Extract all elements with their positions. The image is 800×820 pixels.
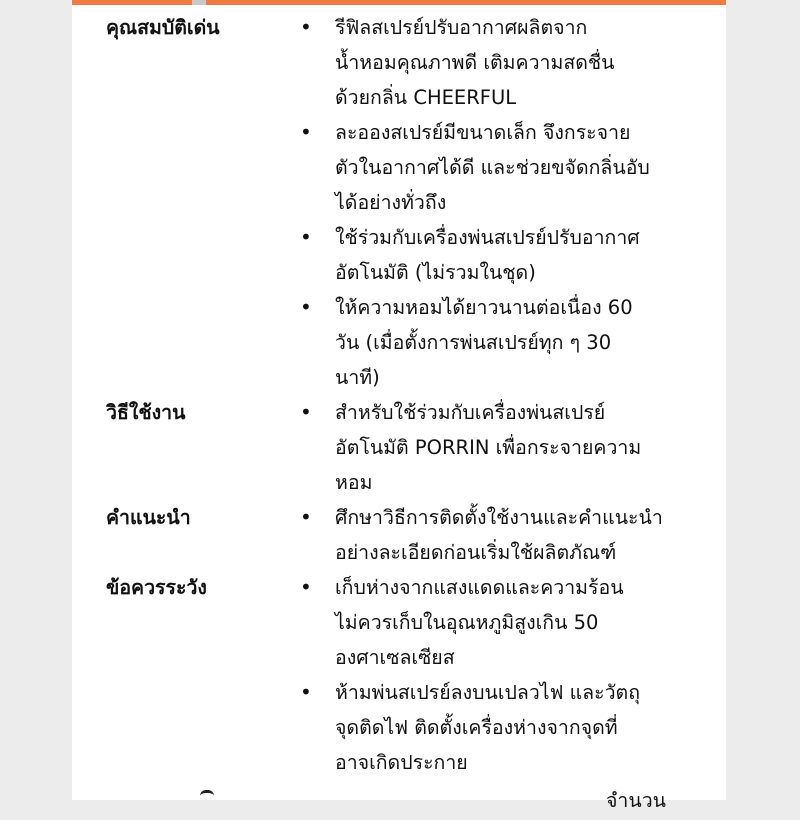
spec-label-usage: วิธีใช้งาน [106,401,186,424]
spec-bullet-list [300,10,726,395]
spec-row-usage [72,395,726,500]
spec-bullet: • ศึกษาวิธีการติดตั้งใช้งานและคำแนะนำ อย่างละเอียดก่อนเริ่มใช้ผลิตภัณฑ์ [300,500,726,570]
spec-bullet: • ละอองสเปรย์มีขนาดเล็ก จึงกระจาย ตัวในอากาศได้ดี และช่วยขจัดกลิ่นอับ ได้อย่างทั่วถึง [300,115,726,220]
spec-table [72,10,726,780]
spec-label-partial [178,790,218,810]
spec-bullet: • ใช้ร่วมกับเครื่องพ่นสเปรย์ปรับอากาศ อัตโนมัติ (ไม่รวมในชุด) [300,220,726,290]
spec-row-quantity-partial [72,780,726,820]
spec-bullet-list [300,500,726,570]
spec-row-caution [72,570,726,780]
spec-row-features [72,10,726,395]
spec-bullet-list [300,395,726,500]
top-divider-tick [192,0,206,5]
spec-bullet: • เก็บห่างจากแสงแดดและความร้อน ไม่ควรเก็บในอุณหภูมิสูงเกิน 50 องศาเซลเซียส [300,570,726,675]
spec-row-advice [72,500,726,570]
spec-bullet: • สำหรับใช้ร่วมกับเครื่องพ่นสเปรย์ อัตโนมัติ PORRIN เพื่อกระจายความ หอม [300,395,726,500]
top-accent-bar [72,0,726,5]
spec-value-quantity-partial: จำนวน [606,789,666,812]
product-spec-page [72,0,726,812]
spec-label-advice: คำแนะนำ [106,506,191,529]
spec-bullet: • ให้ความหอมได้ยาวนานต่อเนื่อง 60 วัน (เมื่อตั้งการพ่นสเปรย์ทุก ๆ 30 นาที) [300,290,726,395]
spec-bullet: • ห้ามพ่นสเปรย์ลงบนเปลวไฟ และวัตถุ จุดติดไฟ ติดตั้งเครื่องห่างจากจุดที่ อาจเกิดประกาย [300,675,726,780]
spec-label-caution: ข้อควรระวัง [106,576,207,599]
spec-label-features: คุณสมบัติเด่น [106,16,220,39]
spec-bullet-list [300,570,726,780]
spec-bullet: • รีฟิลสเปรย์ปรับอากาศผลิตจาก น้ำหอมคุณภาพดี เติมความสดชื่น ด้วยกลิ่น CHEERFUL [300,10,726,115]
